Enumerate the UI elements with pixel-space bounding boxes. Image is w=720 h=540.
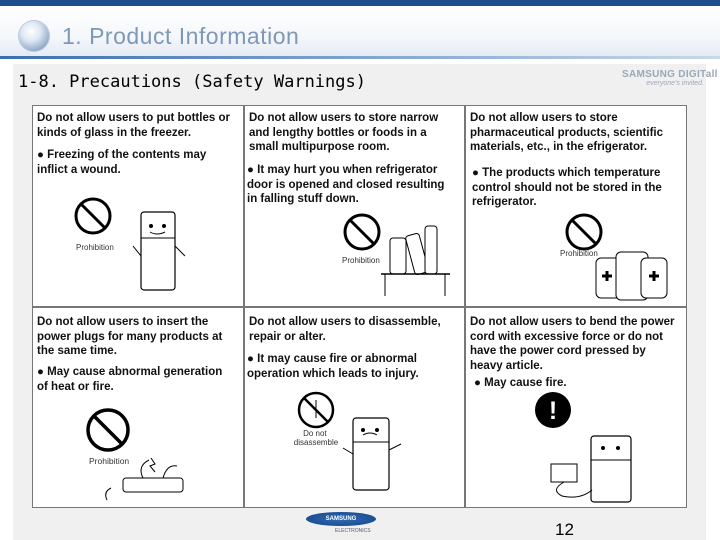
prohibition-plugs-illustration — [33, 398, 244, 508]
warning-cell-power-cord — [465, 307, 687, 508]
warning-cell-narrow-bottles — [244, 105, 465, 307]
warning-text: Do not allow users to disassemble, repair or alter. — [249, 316, 441, 343]
warning-cell-power-plugs — [32, 307, 244, 508]
warning-note: ● Freezing of the contents may inflict a wound. — [37, 149, 207, 176]
warning-text: Do not allow users to store pharmaceutical products, scientific materials, etc., in the efrigerator. — [470, 112, 664, 153]
prohibition-label: Prohibition — [560, 249, 598, 258]
header-divider — [0, 56, 720, 59]
caution-cord-illustration — [466, 390, 687, 505]
brand-tagline: everyone's invited. — [646, 80, 704, 87]
warning-cell-pharmaceuticals — [465, 105, 687, 307]
do-not-disassemble-illustration — [245, 388, 465, 503]
warning-cell-disassemble — [244, 307, 465, 508]
disassemble-label — [294, 429, 339, 447]
prohibition-bottles-illustration — [245, 206, 465, 306]
section-title: 1-8. Precautions (Safety Warnings) — [18, 72, 366, 92]
warning-cell-glass-freezer — [32, 105, 244, 307]
prohibition-label: Prohibition — [76, 243, 114, 252]
footer-logo: SAMSUNG — [306, 512, 376, 526]
disassemble-label-line-1: Do not — [303, 429, 327, 438]
page-title: 1. Product Information — [62, 23, 300, 49]
warning-text: Do not allow users to put bottles or kinds of glass in the freezer. — [37, 112, 230, 139]
warning-note: ● May cause fire. — [474, 377, 567, 389]
footer-logo-subtitle: ELECTRONICS — [335, 528, 371, 534]
warning-note: ● The products which temperature control should not be stored in the refrigerator. — [472, 167, 662, 208]
caution-label: ! — [548, 397, 558, 425]
warning-text: Do not allow users to store narrow and lengthy bottles or foods in a small multipurpose room. — [249, 112, 439, 153]
prohibition-medicine-illustration — [466, 206, 687, 306]
prohibition-fridge-illustration — [33, 186, 244, 306]
warning-note: ● May cause abnormal generation of heat or fire. — [37, 366, 223, 393]
warning-note: ● It may cause fire or abnormal operation which leads to injury. — [247, 353, 419, 380]
warning-note: ● It may hurt you when refrigerator door is opened and closed resulting in falling stuff down. — [247, 164, 445, 205]
title-bullet-icon — [19, 21, 49, 51]
slide-header — [0, 6, 720, 58]
brand-logo — [622, 69, 718, 99]
page-number: 12 — [555, 520, 574, 539]
prohibition-label: Prohibition — [89, 456, 130, 466]
brand-name: SAMSUNG DIGITall — [622, 69, 718, 80]
disassemble-label-line-2: disassemble — [293, 438, 339, 447]
warning-text: Do not allow users to bend the power cord with excessive force or do not have the power cord pressed by heavy article. — [470, 316, 675, 372]
prohibition-label: Prohibition — [342, 256, 380, 265]
warning-text: Do not allow users to insert the power plugs for many products at the same time. — [37, 316, 223, 357]
